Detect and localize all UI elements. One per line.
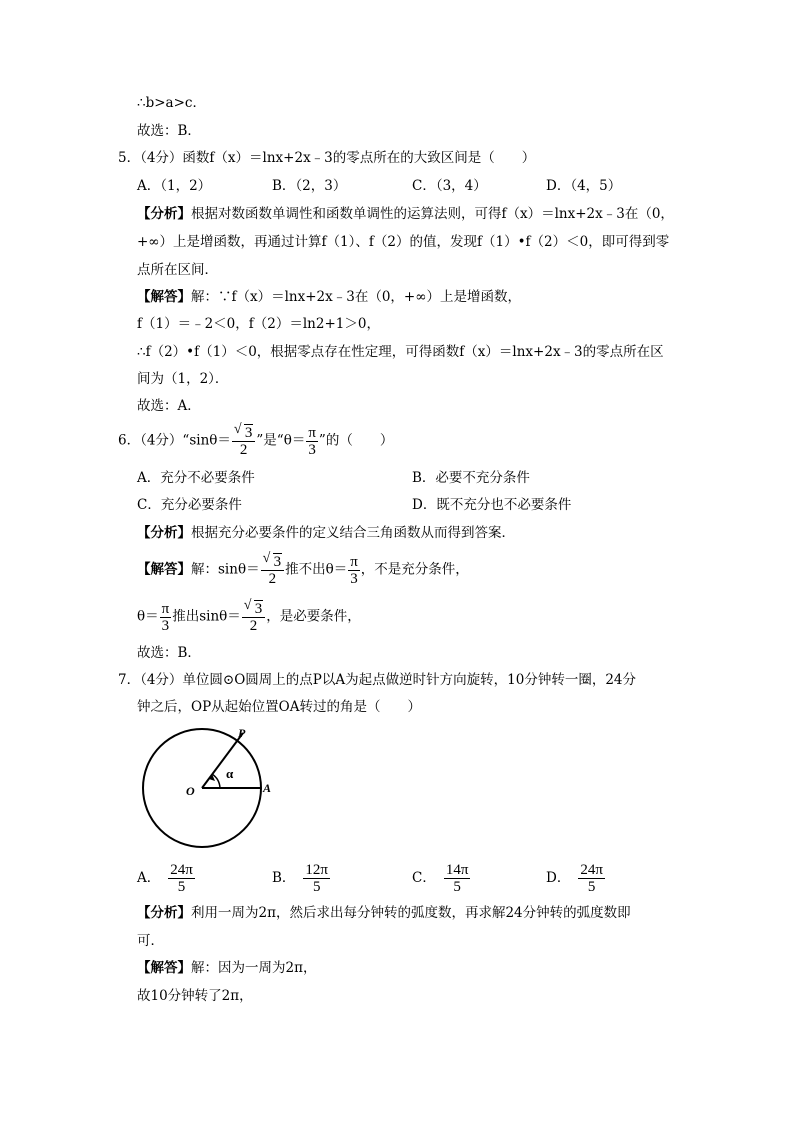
q6-stem-part3: ”的（ ） <box>318 432 394 449</box>
denominator: 3 <box>161 617 170 634</box>
option-letter: D． <box>546 870 571 886</box>
q5-solution-line2: f（1）＝﹣2＜0，f（2）＝ln2+1＞0， <box>137 316 380 332</box>
option-letter: A． <box>137 870 161 886</box>
denominator: 2 <box>239 442 248 458</box>
fraction-pi-over-3 <box>348 554 360 587</box>
radicand: 3 <box>254 601 263 617</box>
fraction-sqrt3-over-2: √ 3 2 <box>242 600 266 634</box>
q5-answer: 故选：A． <box>137 398 201 414</box>
analysis-tag: 【分析】 <box>137 525 191 541</box>
numerator: 24π <box>580 862 603 878</box>
q5-option-c: C．（3，4） <box>412 178 487 194</box>
q5-analysis-line3: 点所在区间． <box>137 262 218 278</box>
analysis-tag: 【分析】 <box>137 905 191 921</box>
option-fraction <box>168 862 195 895</box>
radicand: 3 <box>244 425 253 441</box>
analysis-text: 利用一周为2π，然后求出每分钟转的弧度数，再求解24分钟转的弧度数即 <box>191 905 631 921</box>
numerator: 12π <box>305 862 328 878</box>
q7-option-b <box>272 862 331 895</box>
q5-stem: 5．（4分）函数f（x）＝lnx+2x﹣3的零点所在的大致区间是（ ） <box>118 150 536 166</box>
analysis-tag: 【分析】 <box>137 206 191 222</box>
q6-solution-line1 <box>137 553 469 587</box>
solution-text: 解：sinθ＝ <box>191 561 260 578</box>
q6-option-b: B．必要不充分条件 <box>412 470 530 486</box>
q5-option-b: B．（2，3） <box>272 178 347 194</box>
q6-option-a: A．充分不必要条件 <box>137 470 255 486</box>
q6-option-d: D．既不充分也不必要条件 <box>412 497 572 513</box>
denominator: 3 <box>350 570 358 587</box>
q5-solution-line3: ∴f（2）•f（1）＜0，根据零点存在性定理，可得函数f（x）＝lnx+2x﹣3的零点所在区 <box>137 344 664 360</box>
label-alpha: α <box>226 766 234 781</box>
q6-solution-line2 <box>137 600 361 634</box>
q7-analysis-line1 <box>137 903 631 923</box>
numerator: 14π <box>445 862 469 878</box>
fraction-pi-over-3 <box>160 601 172 634</box>
angle-arc <box>212 774 220 788</box>
denominator: 3 <box>308 441 316 458</box>
q5-option-a: A．（1，2） <box>137 178 212 194</box>
fraction-sqrt3-over-2: √ 3 2 <box>261 553 285 587</box>
q6-stem <box>118 424 393 458</box>
solution-tag: 【解答】 <box>137 960 191 976</box>
q6-stem-part1: 6．（4分）“sinθ＝ <box>118 432 231 449</box>
solution-text: θ＝ <box>137 608 159 625</box>
q7-stem-line2: 钟之后，OP从起始位置OA转过的角是（ ） <box>137 699 421 715</box>
solution-text: 推出sinθ＝ <box>172 608 241 625</box>
option-letter: C． <box>412 870 436 886</box>
option-fraction <box>444 862 471 895</box>
solution-tag: 【解答】 <box>137 289 191 305</box>
denominator: 5 <box>453 879 461 895</box>
solution-tag: 【解答】 <box>137 561 191 578</box>
q6-answer: 故选：B． <box>137 645 201 661</box>
fraction-sqrt3-over-2: √ 3 2 <box>232 424 256 458</box>
numerator: π <box>350 553 358 570</box>
denominator: 2 <box>268 571 277 587</box>
analysis-text: 根据对数函数单调性和函数单调性的运算法则，可得f（x）＝lnx+2x﹣3在（0， <box>191 206 674 222</box>
denominator: 5 <box>177 879 186 895</box>
solution-text: 解：∵f（x）＝lnx+2x﹣3在（0，+∞）上是增函数， <box>191 289 521 305</box>
q5-option-d: D．（4，5） <box>546 178 622 194</box>
q7-solution-line1 <box>137 958 316 978</box>
label-A: A <box>263 781 272 795</box>
q4-answer: 故选：B． <box>137 123 201 139</box>
q7-stem-line1: 7．（4分）单位圆⊙O圆周上的点P以A为起点做逆时针方向旋转，10分钟转一圈，24分 <box>118 672 636 688</box>
unit-circle-figure <box>130 720 290 852</box>
solution-text: 推不出θ＝ <box>285 561 348 578</box>
numerator: π <box>161 600 170 617</box>
denominator: 5 <box>312 879 321 895</box>
radicand: 3 <box>273 554 282 570</box>
q6-option-c: C．充分必要条件 <box>137 497 242 513</box>
option-letter: B． <box>272 870 296 886</box>
q7-option-d <box>546 862 606 895</box>
analysis-text: 根据充分必要条件的定义结合三角函数从而得到答案． <box>191 525 515 541</box>
q7-solution-line2: 故10分钟转了2π， <box>137 988 253 1004</box>
denominator: 2 <box>249 618 258 634</box>
q5-solution-line4: 间为（1，2）． <box>137 371 229 387</box>
solution-text: ，是必要条件， <box>266 608 361 625</box>
solution-text: ，不是充分条件， <box>360 561 469 578</box>
q5-solution-line1 <box>137 287 521 307</box>
numerator: 24π <box>170 862 193 878</box>
option-fraction <box>578 862 605 895</box>
q7-analysis-line2: 可． <box>137 933 164 949</box>
label-O: O <box>186 784 195 798</box>
q6-analysis <box>137 523 515 543</box>
q5-analysis-line1 <box>137 204 674 224</box>
denominator: 5 <box>587 879 596 895</box>
q5-analysis-line2: +∞）上是增函数，再通过计算f（1）、f（2）的值，发现f（1）•f（2）＜0，即可得到零 <box>137 234 670 250</box>
solution-text: 解：因为一周为2π， <box>191 960 317 976</box>
fraction-pi-over-3 <box>306 425 318 458</box>
ray-OP <box>202 733 243 788</box>
q7-option-c <box>412 862 471 895</box>
q4-conclusion: ∴b>a>c． <box>137 95 206 111</box>
q6-stem-part2: ”是“θ＝ <box>256 432 306 449</box>
label-P: P <box>238 726 246 740</box>
option-fraction <box>303 862 330 895</box>
q7-option-a <box>137 862 196 895</box>
numerator: π <box>308 424 316 441</box>
